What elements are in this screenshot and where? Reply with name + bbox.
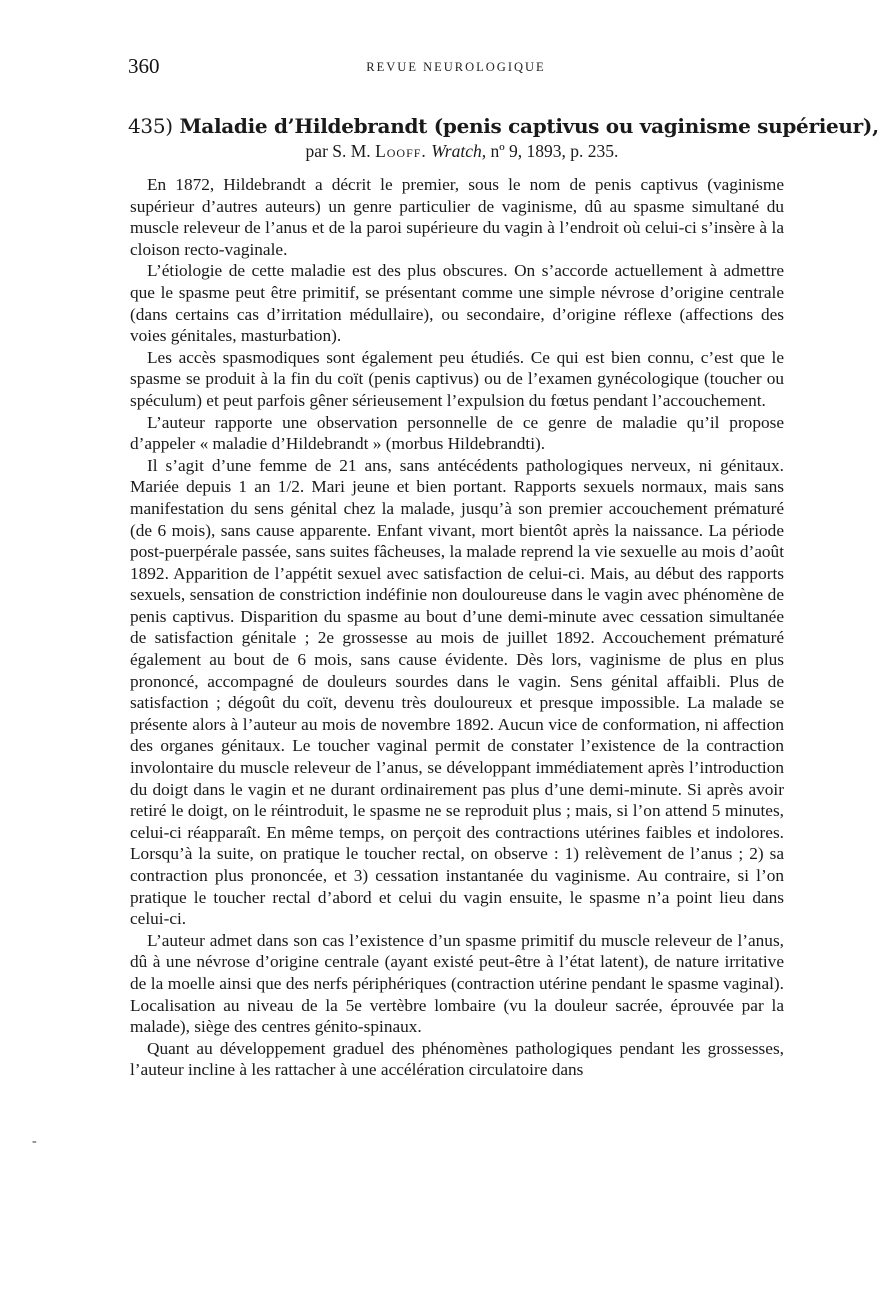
byline-prefix: par S. M. (305, 141, 371, 161)
article-body (130, 174, 784, 1081)
page-number: 360 (128, 54, 160, 78)
author-name: Looff. (375, 141, 427, 161)
article-byline (128, 139, 796, 164)
journal-name: Wratch, (431, 141, 487, 161)
article-title: Maladie d’Hildebrandt (penis captivus ou vaginisme supérieur), (179, 114, 879, 138)
margin-mark: - (32, 1134, 37, 1149)
paragraph-1: En 1872, Hildebrandt a décrit le premier, sous le nom de penis captivus (vaginisme supérieur d’autres auteurs) un genre particulier de vaginisme, dû au spasme simultané du muscle releveur de l’anus et de la paroi supérieure du vagin à l’endroit où celui-ci s’insère à la cloison recto-vaginale. (130, 175, 784, 259)
article-number: 435) (128, 114, 173, 138)
article-heading (128, 114, 879, 164)
article-title-line (128, 114, 879, 139)
paragraph-6: L’auteur admet dans son cas l’existence d’un spasme primitif du muscle releveur de l’anus, dû à une névrose d’origine centrale (ayant existé peut-être à l’état latent), de nature irritative de la moelle ainsi que des nerfs périphériques (contraction utérine pendant le spasme vaginal). Localisation au niveau de la 5e vertèbre lombaire (vu la douleur sacrée, éprouvée par la malade), siège des centres génito-spinaux. (130, 930, 784, 1037)
paragraph-3: Les accès spasmodiques sont également peu étudiés. Ce qui est bien connu, c’est que le spasme se produit à la fin du coït (penis captivus) ou de l’examen gynécologique (toucher ou spéculum) et peut parfois gêner sérieusement l’expulsion du fœtus pendant l’accouchement. (130, 347, 784, 410)
paragraph-2: L’étiologie de cette maladie est des plus obscures. On s’accorde actuellement à admettre que le spasme peut être primitif, se présentant comme une simple névrose d’origine centrale (dans certains cas d’irritation médullaire), ou secondaire, d’origine réflexe (affections des voies génitales, masturbation). (130, 261, 784, 346)
paragraph-4: L’auteur rapporte une observation personnelle de ce genre de maladie qu’il propose d’appeler « maladie d’Hildebrandt » (morbus Hildebrandti). (130, 412, 784, 454)
paragraph-7: Quant au développement graduel des phénomènes pathologiques pendant les grossesses, l’auteur incline à les rattacher à une accélération circulatoire dans (130, 1038, 784, 1080)
paragraph-5: Il s’agit d’une femme de 21 ans, sans antécédents pathologiques nerveux, ni génitaux. Mariée depuis 1 an 1/2. Mari jeune et bien portant. Rapports sexuels normaux, mais sans manifestation du sens génital chez la malade, jusqu’à son premier accouchement prématuré (de 6 mois), sans cause apparente. Enfant vivant, mort bientôt après la naissance. La période post-puerpérale passée, sans suites fâcheuses, la malade reprend la vie sexuelle au mois d’août 1892. Apparition de l’appétit sexuel avec satisfaction de celui-ci. Mais, au début des rapports sexuels, sensation de constriction indéfinie non douloureuse dans le vagin avec phénomène de penis captivus. Disparition du spasme au bout d’une demi-minute avec cessation simultanée de satisfaction génitale ; 2e grossesse au mois de juillet 1892. Accouchement prématuré également au bout de 6 mois, sans cause évidente. Dès lors, vaginisme de plus en plus prononcé, accompagné de douleurs sourdes dans le vagin. Sens génital affaibli. Plus de satisfaction ; dégoût du coït, devenu très douloureux et presque impossible. La malade se présente alors à l’auteur au mois de novembre 1892. Aucun vice de conformation, ni affection des organes génitaux. Le toucher vaginal permit de constater l’existence de la contraction involontaire du muscle releveur de l’anus, se développant immédiatement après l’introduction du doigt dans le vagin et ne durant ordinairement pas plus d’une demi-minute. Si après avoir retiré le doigt, on le réintroduit, le spasme ne se reproduit plus ; mais, si l’on attend 5 minutes, celui-ci réapparaît. En même temps, on perçoit des contractions utérines faibles et indolores. Lorsqu’à la suite, on pratique le toucher rectal, on observe : 1) relèvement de l’anus ; 2) sa contraction plus prononcée, et 3) cessation instantanée du vaginisme. Au contraire, si l’on pratique le toucher rectal d’abord et celui du vagin ensuite, le spasme n’a point lieu dans celui-ci. (130, 455, 784, 929)
citation: nº 9, 1893, p. 235. (490, 141, 619, 161)
running-title: REVUE NEUROLOGIQUE (366, 60, 546, 74)
page-header (128, 54, 784, 88)
